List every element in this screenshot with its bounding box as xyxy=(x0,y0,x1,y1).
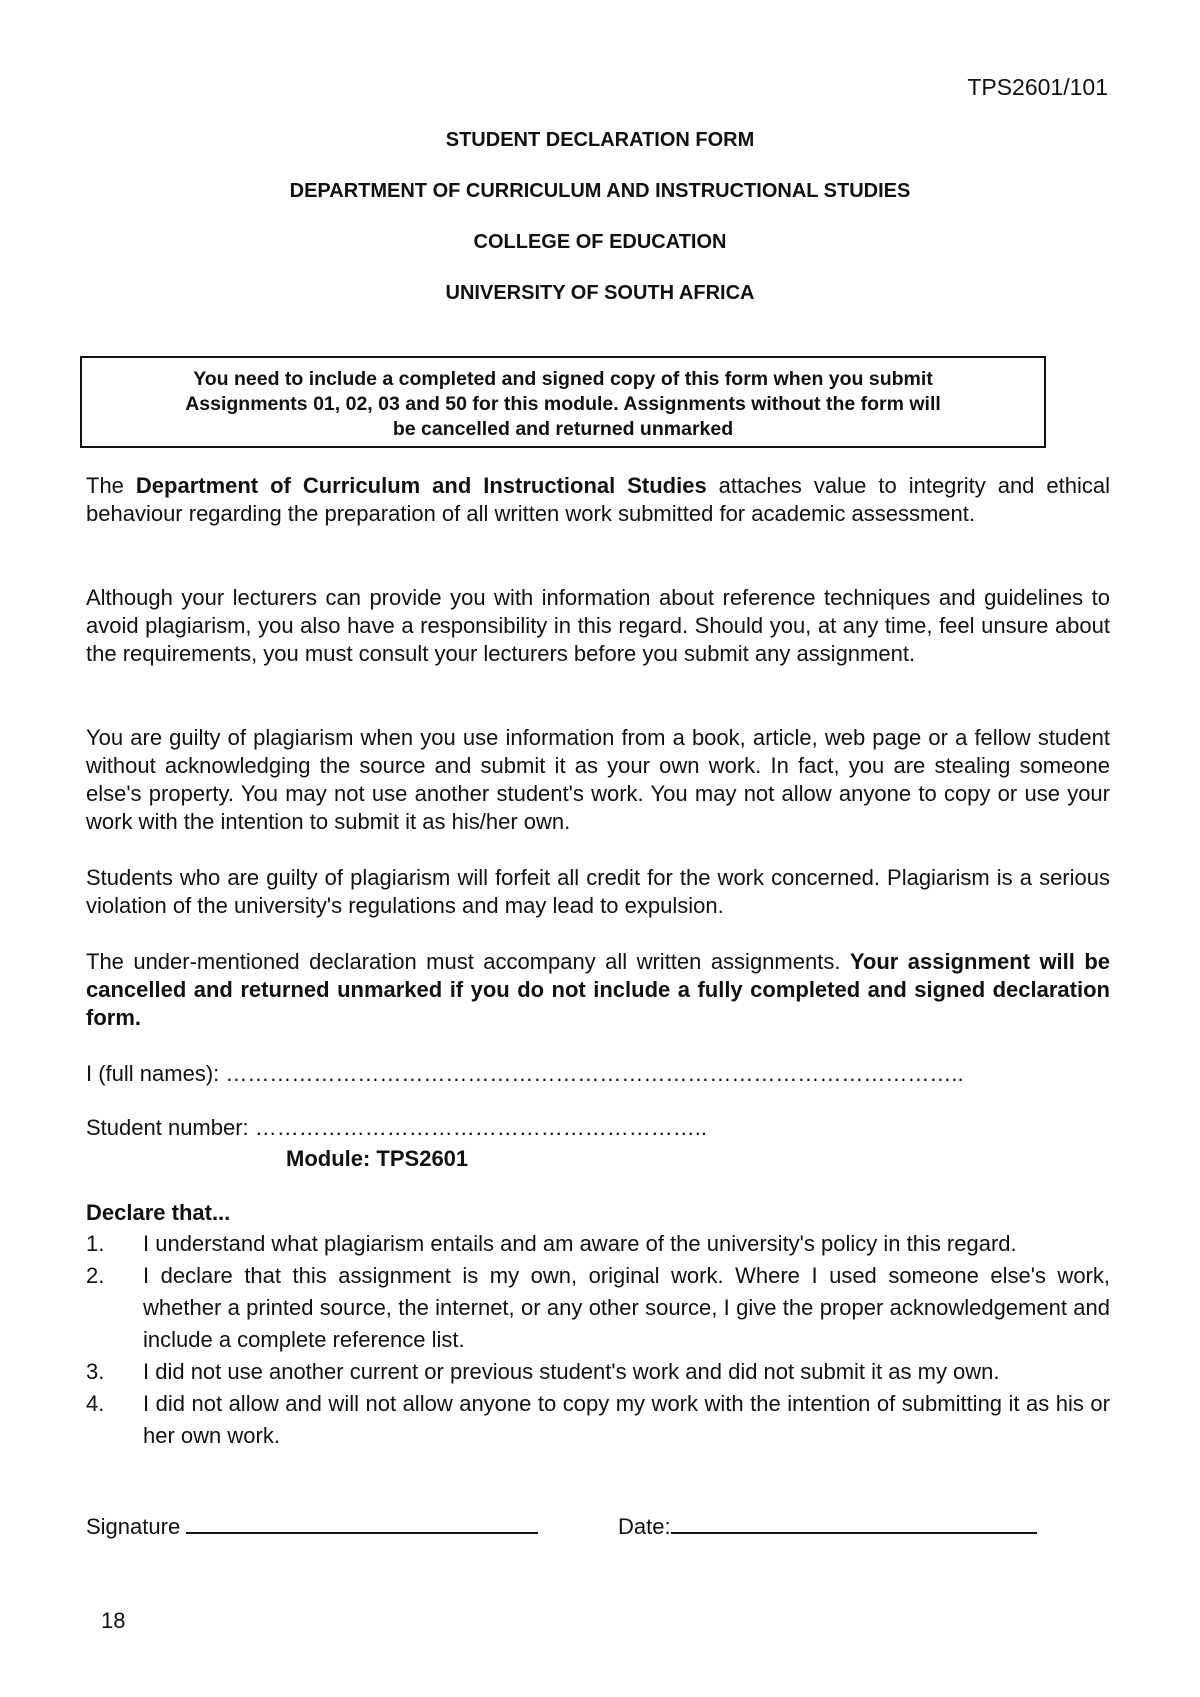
declaration-number: 1. xyxy=(86,1231,105,1256)
paragraph-plagiarism-text: You are guilty of plagiarism when you use information from a book, article, web page or a fellow student without acknowledging the source and submit it as your own work. In fact, you are stealing someone else's property. You may not use another student's work. You may not allow anyone to copy or use your work with the intention to submit it as his/her own. xyxy=(86,725,1110,834)
form-headings xyxy=(0,128,1200,332)
paragraph-plagiarism-definition xyxy=(86,724,1110,836)
signature-line[interactable] xyxy=(186,1512,538,1534)
paragraph-integrity-pre: The xyxy=(86,473,136,498)
paragraph-integrity-post: attaches value to integrity and ethical behaviour regarding the preparation of all written work submitted for academic assessment. xyxy=(86,473,1110,526)
declaration-item xyxy=(86,1388,1110,1452)
student-number-dotted-line[interactable]: …………………………………………………….. xyxy=(254,1115,708,1140)
full-names-label: I (full names): xyxy=(86,1061,220,1086)
declaration-number: 2. xyxy=(86,1263,105,1288)
paragraph-responsibility xyxy=(86,584,1110,668)
date-line[interactable] xyxy=(671,1512,1037,1534)
student-number-field[interactable] xyxy=(86,1115,707,1141)
module-code: Module: TPS2601 xyxy=(286,1146,469,1171)
paragraph-integrity xyxy=(86,472,1110,528)
declaration-text: I did not use another current or previous student's work and did not submit it as my own. xyxy=(143,1359,1000,1384)
declaration-item xyxy=(86,1228,1110,1260)
declaration-text: I understand what plagiarism entails and am aware of the university's policy in this regard. xyxy=(143,1231,1017,1256)
declaration-number: 3. xyxy=(86,1359,105,1384)
declare-heading: Declare that... xyxy=(86,1200,231,1225)
declaration-number: 4. xyxy=(86,1391,105,1416)
signature-field[interactable] xyxy=(86,1512,538,1540)
paragraph-requirement-bold: Your assignment will be cancelled and returned unmarked if you do not include a fully completed and signed declaration form. xyxy=(86,949,1110,1030)
department-heading: DEPARTMENT OF CURRICULUM AND INSTRUCTIONAL STUDIES xyxy=(289,180,911,202)
full-names-field[interactable] xyxy=(86,1061,964,1087)
declaration-item xyxy=(86,1356,1110,1388)
notice-line-2: Assignments 01, 02, 03 and 50 for this module. Assignments without the form will xyxy=(185,393,941,415)
declaration-text: I declare that this assignment is my own, original work. Where I used someone else's work, whether a printed source, the internet, or any other source, I give the proper acknowledgement and include a complete reference list. xyxy=(143,1263,1110,1352)
declaration-item xyxy=(86,1260,1110,1356)
paragraph-integrity-bold: Department of Curriculum and Instructional Studies xyxy=(135,473,707,498)
form-title: STUDENT DECLARATION FORM xyxy=(445,129,755,151)
paragraph-declaration-requirement xyxy=(86,948,1110,1032)
paragraph-consequences-text: Students who are guilty of plagiarism will forfeit all credit for the work concerned. Plagiarism is a serious violation of the university's regulations and may lead to expulsion. xyxy=(86,865,1110,918)
notice-line-1: You need to include a completed and signed copy of this form when you submit xyxy=(193,368,933,390)
declaration-list xyxy=(86,1228,1110,1452)
date-field[interactable] xyxy=(618,1512,1037,1540)
paragraph-requirement-pre: The under-mentioned declaration must accompany all written assignments. xyxy=(86,949,850,974)
paragraph-responsibility-text: Although your lecturers can provide you with information about reference techniques and guidelines to avoid plagiarism, you also have a responsibility in this regard. Should you, at any time, feel unsure about the requirements, you must consult your lecturers before you submit any assignment. xyxy=(86,585,1110,666)
signature-label: Signature xyxy=(86,1514,181,1539)
notice-line-3: be cancelled and returned unmarked xyxy=(392,418,734,440)
document-code: TPS2601/101 xyxy=(967,74,1108,100)
college-heading: COLLEGE OF EDUCATION xyxy=(473,231,727,253)
full-names-dotted-line[interactable]: ……………………………………………………………………………………….. xyxy=(225,1061,964,1086)
page-number: 18 xyxy=(101,1608,126,1633)
student-number-label: Student number: xyxy=(86,1115,249,1140)
date-label: Date: xyxy=(618,1514,671,1539)
university-heading: UNIVERSITY OF SOUTH AFRICA xyxy=(445,282,755,304)
paragraph-consequences xyxy=(86,864,1110,920)
declaration-text: I did not allow and will not allow anyone to copy my work with the intention of submitting it as his or her own work. xyxy=(143,1391,1110,1448)
submission-notice-box xyxy=(80,356,1046,448)
